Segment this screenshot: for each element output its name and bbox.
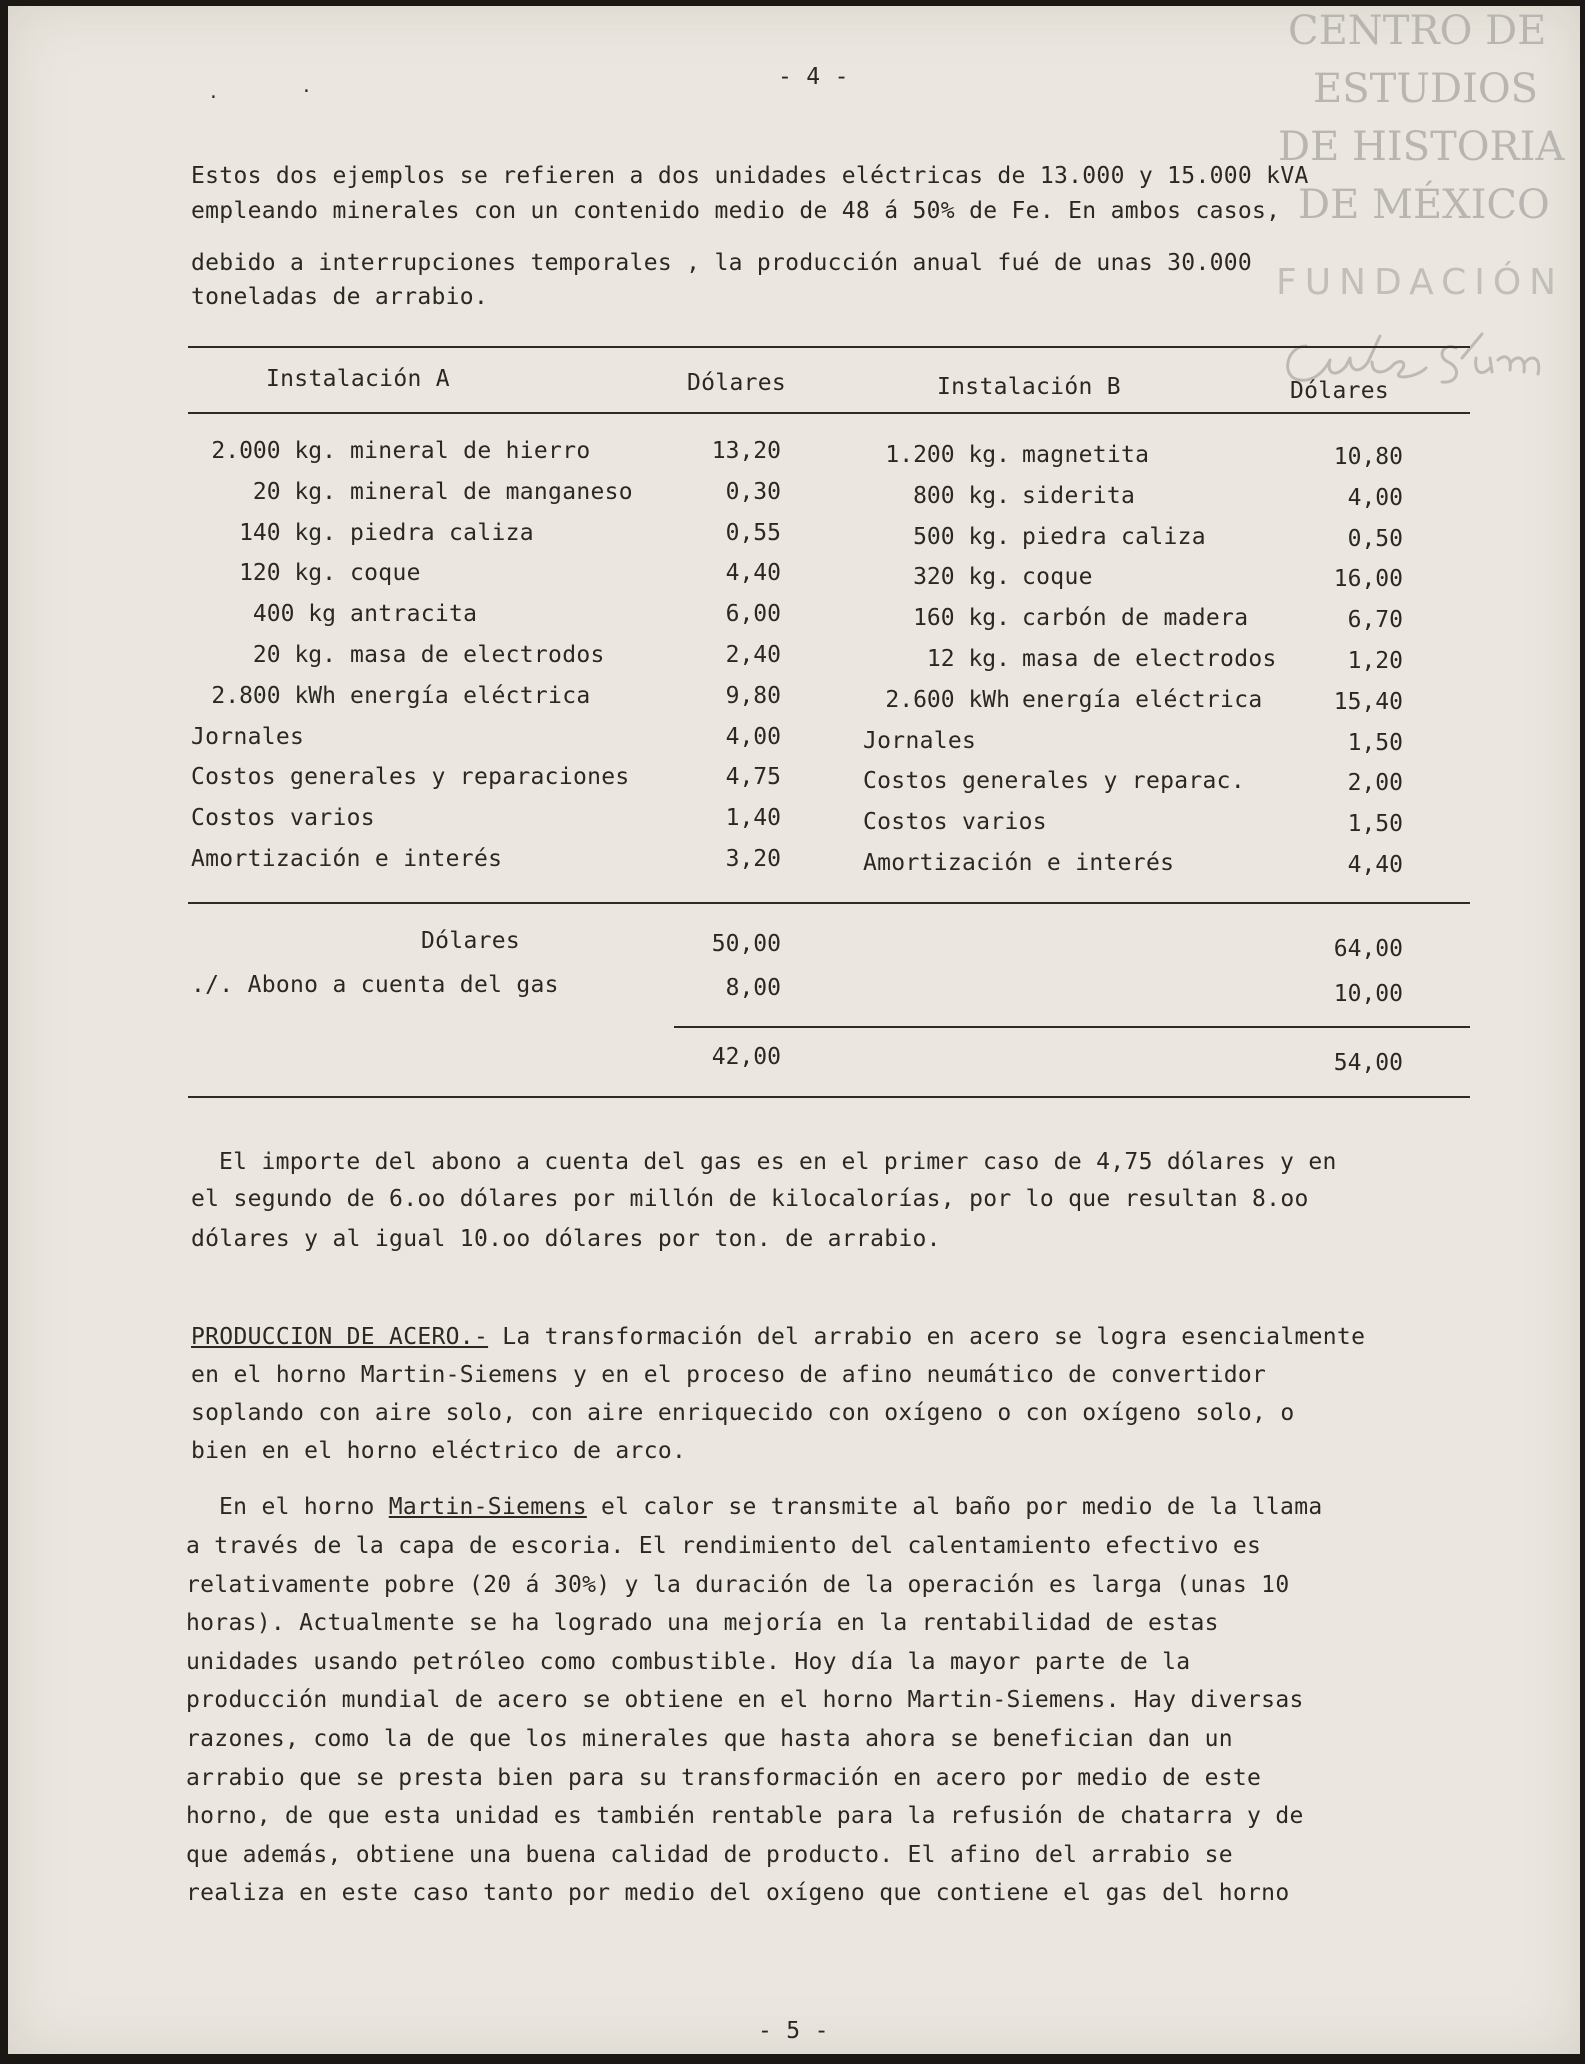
subtotal-a: 50,00 xyxy=(711,931,781,957)
row-b-value: 1,20 xyxy=(1347,648,1403,674)
row-a-value: 4,40 xyxy=(725,560,781,586)
row-a-value: 3,20 xyxy=(725,846,781,872)
watermark-line5: FUNDACIÓN xyxy=(1276,262,1565,303)
row-b-value: 10,80 xyxy=(1333,444,1403,470)
row-b-value: 1,50 xyxy=(1347,811,1403,837)
row-b-value: 4,40 xyxy=(1347,852,1403,878)
row-a-quantity: 20 kg. xyxy=(252,479,336,505)
row-b-item: masa de electrodos xyxy=(1022,646,1277,672)
document-page xyxy=(8,6,1580,2054)
row-a-value: 4,00 xyxy=(725,724,781,750)
row-b-value: 2,00 xyxy=(1347,770,1403,796)
intro-line: toneladas de arrabio. xyxy=(191,284,489,310)
row-b-quantity: 160 kg. xyxy=(913,605,1010,631)
row-b-value: 4,00 xyxy=(1347,485,1403,511)
credit-label: ./. Abono a cuenta del gas xyxy=(191,972,559,998)
header-installation-a: Instalación A xyxy=(266,366,450,392)
para3-line: relativamente pobre (20 á 30%) y la duración de la operación es larga (unas 10 xyxy=(186,1572,1290,1598)
row-a-value: 9,80 xyxy=(725,683,781,709)
row-b-value: 1,50 xyxy=(1347,730,1403,756)
row-a-value: 1,40 xyxy=(725,805,781,831)
row-a-value: 6,00 xyxy=(725,601,781,627)
table-top-rule xyxy=(188,346,1470,348)
row-a-item: masa de electrodos xyxy=(350,642,605,668)
row-a-quantity: 2.800 kWh xyxy=(211,683,336,709)
credit-a: 8,00 xyxy=(725,975,781,1001)
para2-first: La transformación del arrabio en acero se logra esencialmente xyxy=(488,1324,1366,1350)
watermark-line4: DE MÉXICO xyxy=(1298,182,1550,228)
row-a-value: 0,55 xyxy=(725,520,781,546)
header-installation-b: Instalación B xyxy=(937,374,1121,400)
para3-line: producción mundial de acero se obtiene en el horno Martin-Siemens. Hay diversas xyxy=(186,1687,1304,1713)
row-a-item: mineral de manganeso xyxy=(350,479,633,505)
row-a-value: 4,75 xyxy=(725,764,781,790)
row-b-item: Costos generales y reparac. xyxy=(863,768,1245,794)
para3-line: horas). Actualmente se ha logrado una mejoría en la rentabilidad de estas xyxy=(186,1610,1219,1636)
row-b-quantity: 320 kg. xyxy=(913,564,1010,590)
row-b-quantity: 1.200 kg. xyxy=(885,442,1010,468)
row-b-item: Costos varios xyxy=(863,809,1047,835)
row-a-item: Amortización e interés xyxy=(191,846,503,872)
row-b-item: magnetita xyxy=(1022,442,1150,468)
row-a-item: piedra caliza xyxy=(350,520,534,546)
para3-start: En el horno xyxy=(219,1494,389,1520)
row-a-item: coque xyxy=(350,560,421,586)
page-number-bottom: - 5 - xyxy=(758,2018,829,2044)
page-number-top: - 4 - xyxy=(778,64,849,90)
header-dollars-b: Dólares xyxy=(1290,378,1390,404)
row-b-item: coque xyxy=(1022,564,1093,590)
header-dollars-a: Dólares xyxy=(687,370,787,396)
para1-line: el segundo de 6.oo dólares por millón de kilocalorías, por lo que resultan 8.oo xyxy=(191,1186,1309,1212)
para3-line: a través de la capa de escoria. El rendimiento del calentamiento efectivo es xyxy=(186,1533,1262,1559)
row-a-quantity: 140 kg. xyxy=(239,520,336,546)
watermark-line3: DE HISTORIA xyxy=(1278,124,1565,170)
para2-line: en el horno Martin-Siemens y en el proceso de afino neumático de convertidor xyxy=(191,1362,1267,1388)
total-b: 54,00 xyxy=(1333,1050,1403,1076)
para3-martin-siemens: Martin-Siemens xyxy=(388,1494,587,1520)
watermark-line1: CENTRO DE xyxy=(1288,8,1547,54)
para1-line: dólares y al igual 10.oo dólares por ton. de arrabio. xyxy=(191,1226,941,1252)
intro-line: Estos dos ejemplos se refieren a dos unidades eléctricas de 13.000 y 15.000 kVA xyxy=(191,163,1309,189)
row-b-quantity: 500 kg. xyxy=(913,524,1010,550)
row-b-item: energía eléctrica xyxy=(1022,687,1263,713)
intro-line: empleando minerales con un contenido medio de 48 á 50% de Fe. En ambos casos, xyxy=(191,198,1281,224)
stray-mark: . xyxy=(301,76,313,97)
para3-line: razones, como la de que los minerales que hasta ahora se benefician dan un xyxy=(186,1726,1233,1752)
row-b-value: 16,00 xyxy=(1333,566,1403,592)
header-rule xyxy=(188,412,1470,414)
row-b-item: Amortización e interés xyxy=(863,850,1175,876)
row-b-quantity: 12 kg. xyxy=(926,646,1010,672)
row-a-quantity: 120 kg. xyxy=(239,560,336,586)
row-a-item: Costos generales y reparaciones xyxy=(191,764,630,790)
total-a: 42,00 xyxy=(711,1044,781,1070)
row-b-value: 6,70 xyxy=(1347,607,1403,633)
row-a-value: 13,20 xyxy=(711,438,781,464)
subtotal-rule xyxy=(188,902,1470,904)
para2-line: soplando con aire solo, con aire enriquecido con oxígeno o con oxígeno solo, o xyxy=(191,1400,1295,1426)
para3-line: realiza en este caso tanto por medio del oxígeno que contiene el gas del horno xyxy=(186,1880,1290,1906)
para3-first-line xyxy=(219,1494,1323,1520)
para3-rest: el calor se transmite al baño por medio de la llama xyxy=(586,1494,1323,1520)
row-a-quantity: 400 kg xyxy=(252,601,336,627)
subtotal-label: Dólares xyxy=(421,928,521,954)
credit-b: 10,00 xyxy=(1333,981,1403,1007)
row-a-quantity: 20 kg. xyxy=(252,642,336,668)
watermark-line2: ESTUDIOS xyxy=(1313,66,1539,112)
section-heading-line xyxy=(191,1324,1365,1350)
table-bottom-rule xyxy=(188,1096,1470,1098)
subtotal-b: 64,00 xyxy=(1333,936,1403,962)
row-b-value: 0,50 xyxy=(1347,526,1403,552)
row-a-value: 2,40 xyxy=(725,642,781,668)
stray-mark: . xyxy=(208,82,220,103)
para1-line: El importe del abono a cuenta del gas es en el primer caso de 4,75 dólares y en xyxy=(219,1149,1337,1175)
section-heading: PRODUCCION DE ACERO.- xyxy=(191,1324,489,1350)
row-a-quantity: 2.000 kg. xyxy=(211,438,336,464)
row-a-item: Jornales xyxy=(191,724,305,750)
row-b-value: 15,40 xyxy=(1333,689,1403,715)
para2-line: bien en el horno eléctrico de arco. xyxy=(191,1438,687,1464)
total-rule xyxy=(674,1026,1470,1028)
intro-line: debido a interrupciones temporales , la producción anual fué de unas 30.000 xyxy=(191,250,1253,276)
row-b-item: carbón de madera xyxy=(1022,605,1249,631)
row-b-item: siderita xyxy=(1022,483,1136,509)
para3-line: arrabio que se presta bien para su transformación en acero por medio de este xyxy=(186,1765,1262,1791)
para3-line: horno, de que esta unidad es también rentable para la refusión de chatarra y de xyxy=(186,1803,1304,1829)
row-b-quantity: 2.600 kWh xyxy=(885,687,1010,713)
row-b-quantity: 800 kg. xyxy=(913,483,1010,509)
row-a-item: Costos varios xyxy=(191,805,375,831)
para3-line: unidades usando petróleo como combustible. Hoy día la mayor parte de la xyxy=(186,1649,1191,1675)
row-b-item: piedra caliza xyxy=(1022,524,1206,550)
row-a-item: energía eléctrica xyxy=(350,683,591,709)
para3-line: que además, obtiene una buena calidad de producto. El afino del arrabio se xyxy=(186,1842,1233,1868)
row-a-item: antracita xyxy=(350,601,478,627)
row-b-item: Jornales xyxy=(863,728,977,754)
row-a-value: 0,30 xyxy=(725,479,781,505)
row-a-item: mineral de hierro xyxy=(350,438,591,464)
